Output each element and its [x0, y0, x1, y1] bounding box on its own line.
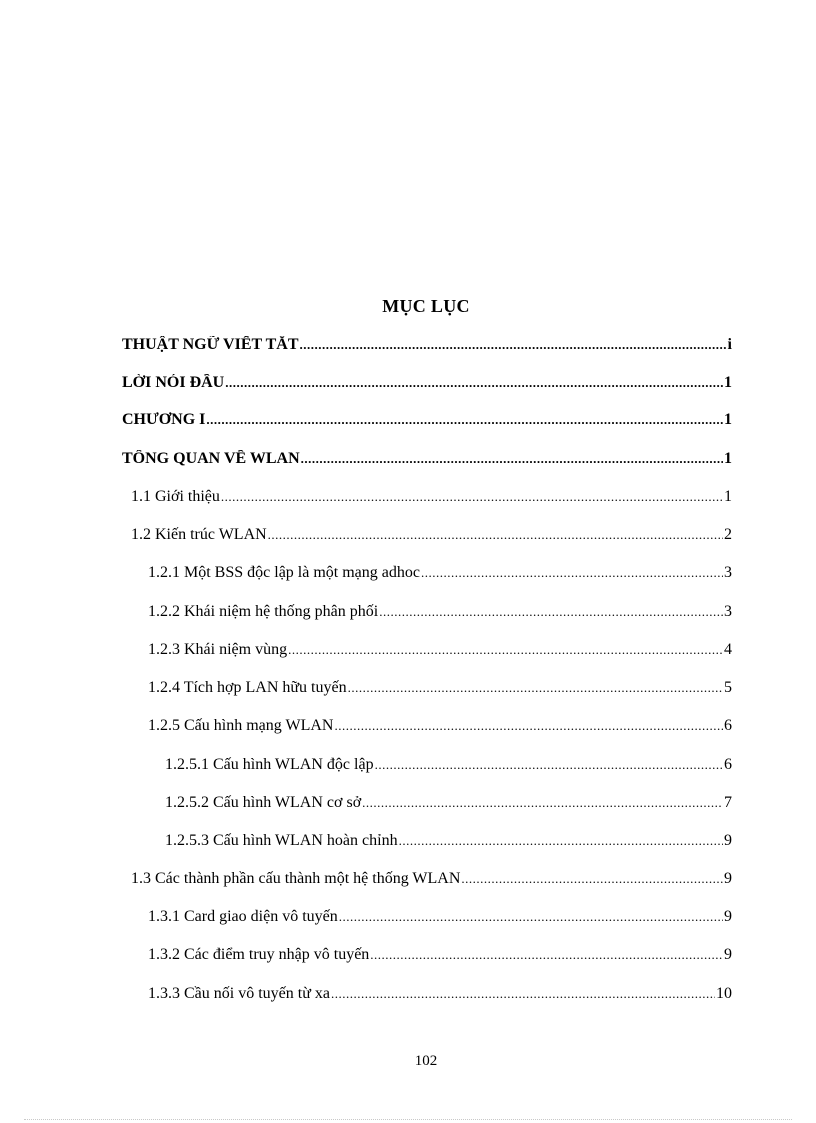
toc-entry[interactable] — [148, 985, 732, 1007]
toc-entry-page: 1 — [724, 411, 732, 428]
toc-entry[interactable] — [148, 641, 732, 663]
toc-leader-dots — [221, 489, 723, 505]
toc-entry-page: 4 — [724, 641, 732, 658]
toc-leader-dots — [301, 451, 723, 467]
toc-entry-page: 9 — [724, 946, 732, 963]
toc-entry-label: 1.2.2 Khái niệm hệ thống phân phối — [148, 603, 379, 620]
toc-entry-label: 1.3.1 Card giao diện vô tuyến — [148, 908, 338, 925]
toc-entry-page: 9 — [724, 870, 732, 887]
toc-leader-dots — [348, 680, 723, 696]
toc-leader-dots — [461, 871, 723, 887]
toc-leader-dots — [421, 565, 723, 581]
toc-entry-page: 1 — [724, 488, 732, 505]
toc-entry-page: 6 — [724, 717, 732, 734]
toc-entry[interactable] — [148, 679, 732, 701]
toc-entry-label: 1.3 Các thành phần cấu thành một hệ thống WLAN — [131, 870, 461, 887]
toc-entry-label: 1.2.5 Cấu hình mạng WLAN — [148, 717, 334, 734]
toc-leader-dots — [331, 986, 715, 1002]
toc-entry-page: 9 — [724, 908, 732, 925]
toc-entry-label: 1.2 Kiến trúc WLAN — [131, 526, 267, 543]
toc-entry-page: 2 — [724, 526, 732, 543]
toc-entry[interactable] — [148, 946, 732, 968]
toc-entry[interactable] — [148, 717, 732, 739]
toc-entry-label: 1.2.5.1 Cấu hình WLAN độc lập — [165, 756, 374, 773]
toc-entry-page: 1 — [724, 450, 732, 467]
toc-entry-page: i — [727, 336, 732, 353]
toc-leader-dots — [399, 833, 723, 849]
toc-entry[interactable] — [165, 832, 732, 854]
toc-entry-label: 1.2.1 Một BSS độc lập là một mạng adhoc — [148, 564, 420, 581]
toc-entry-page: 3 — [724, 603, 732, 620]
toc-entry-label: THUẬT NGỮ VIẾT TẮT — [122, 336, 299, 353]
toc-entry-label: 1.3.2 Các điểm truy nhập vô tuyến — [148, 946, 370, 963]
toc-leader-dots — [268, 527, 723, 543]
toc-leader-dots — [362, 795, 723, 811]
toc-entry[interactable] — [131, 870, 732, 892]
page-footer-divider — [24, 1119, 792, 1120]
toc-entry-label: 1.1 Giới thiệu — [131, 488, 220, 505]
toc-entry-page: 3 — [724, 564, 732, 581]
toc-entry-label: CHƯƠNG I — [122, 411, 206, 428]
page-number: 102 — [414, 1053, 438, 1069]
toc-entry[interactable] — [148, 603, 732, 625]
toc-entry-page: 1 — [724, 374, 732, 391]
toc-entry-page: 5 — [724, 679, 732, 696]
toc-entry-page: 10 — [716, 985, 732, 1002]
toc-title: MỤC LỤC — [382, 296, 470, 316]
toc-leader-dots — [225, 375, 723, 391]
toc-entry-label: LỜI NÓI ĐẦU — [122, 374, 225, 391]
toc-entry-label: TỔNG QUAN VỀ WLAN — [122, 450, 300, 467]
toc-entry[interactable] — [122, 411, 732, 433]
toc-leader-dots — [288, 642, 723, 658]
toc-entry[interactable] — [122, 336, 732, 358]
toc-leader-dots — [339, 909, 723, 925]
toc-entry-page: 6 — [724, 756, 732, 773]
toc-entry-label: 1.2.5.2 Cấu hình WLAN cơ sở — [165, 794, 362, 811]
toc-entry[interactable] — [122, 374, 732, 396]
toc-entry-label: 1.2.5.3 Cấu hình WLAN hoàn chỉnh — [165, 832, 398, 849]
toc-entry-label: 1.2.4 Tích hợp LAN hữu tuyến — [148, 679, 347, 696]
toc-leader-dots — [300, 337, 727, 353]
toc-entry[interactable] — [148, 564, 732, 586]
toc-entry-label: 1.3.3 Cầu nối vô tuyến từ xa — [148, 985, 330, 1002]
toc-entry[interactable] — [148, 908, 732, 930]
toc-entry-page: 7 — [724, 794, 732, 811]
toc-entry[interactable] — [165, 794, 732, 816]
toc-leader-dots — [206, 412, 723, 428]
toc-leader-dots — [334, 718, 723, 734]
toc-leader-dots — [379, 604, 723, 620]
toc-leader-dots — [375, 757, 723, 773]
toc-entry-label: 1.2.3 Khái niệm vùng — [148, 641, 288, 658]
toc-entry[interactable] — [131, 488, 732, 510]
toc-entry[interactable] — [165, 756, 732, 778]
toc-entry[interactable] — [122, 450, 732, 472]
toc-leader-dots — [370, 947, 723, 963]
toc-entry-page: 9 — [724, 832, 732, 849]
toc-entry[interactable] — [131, 526, 732, 548]
